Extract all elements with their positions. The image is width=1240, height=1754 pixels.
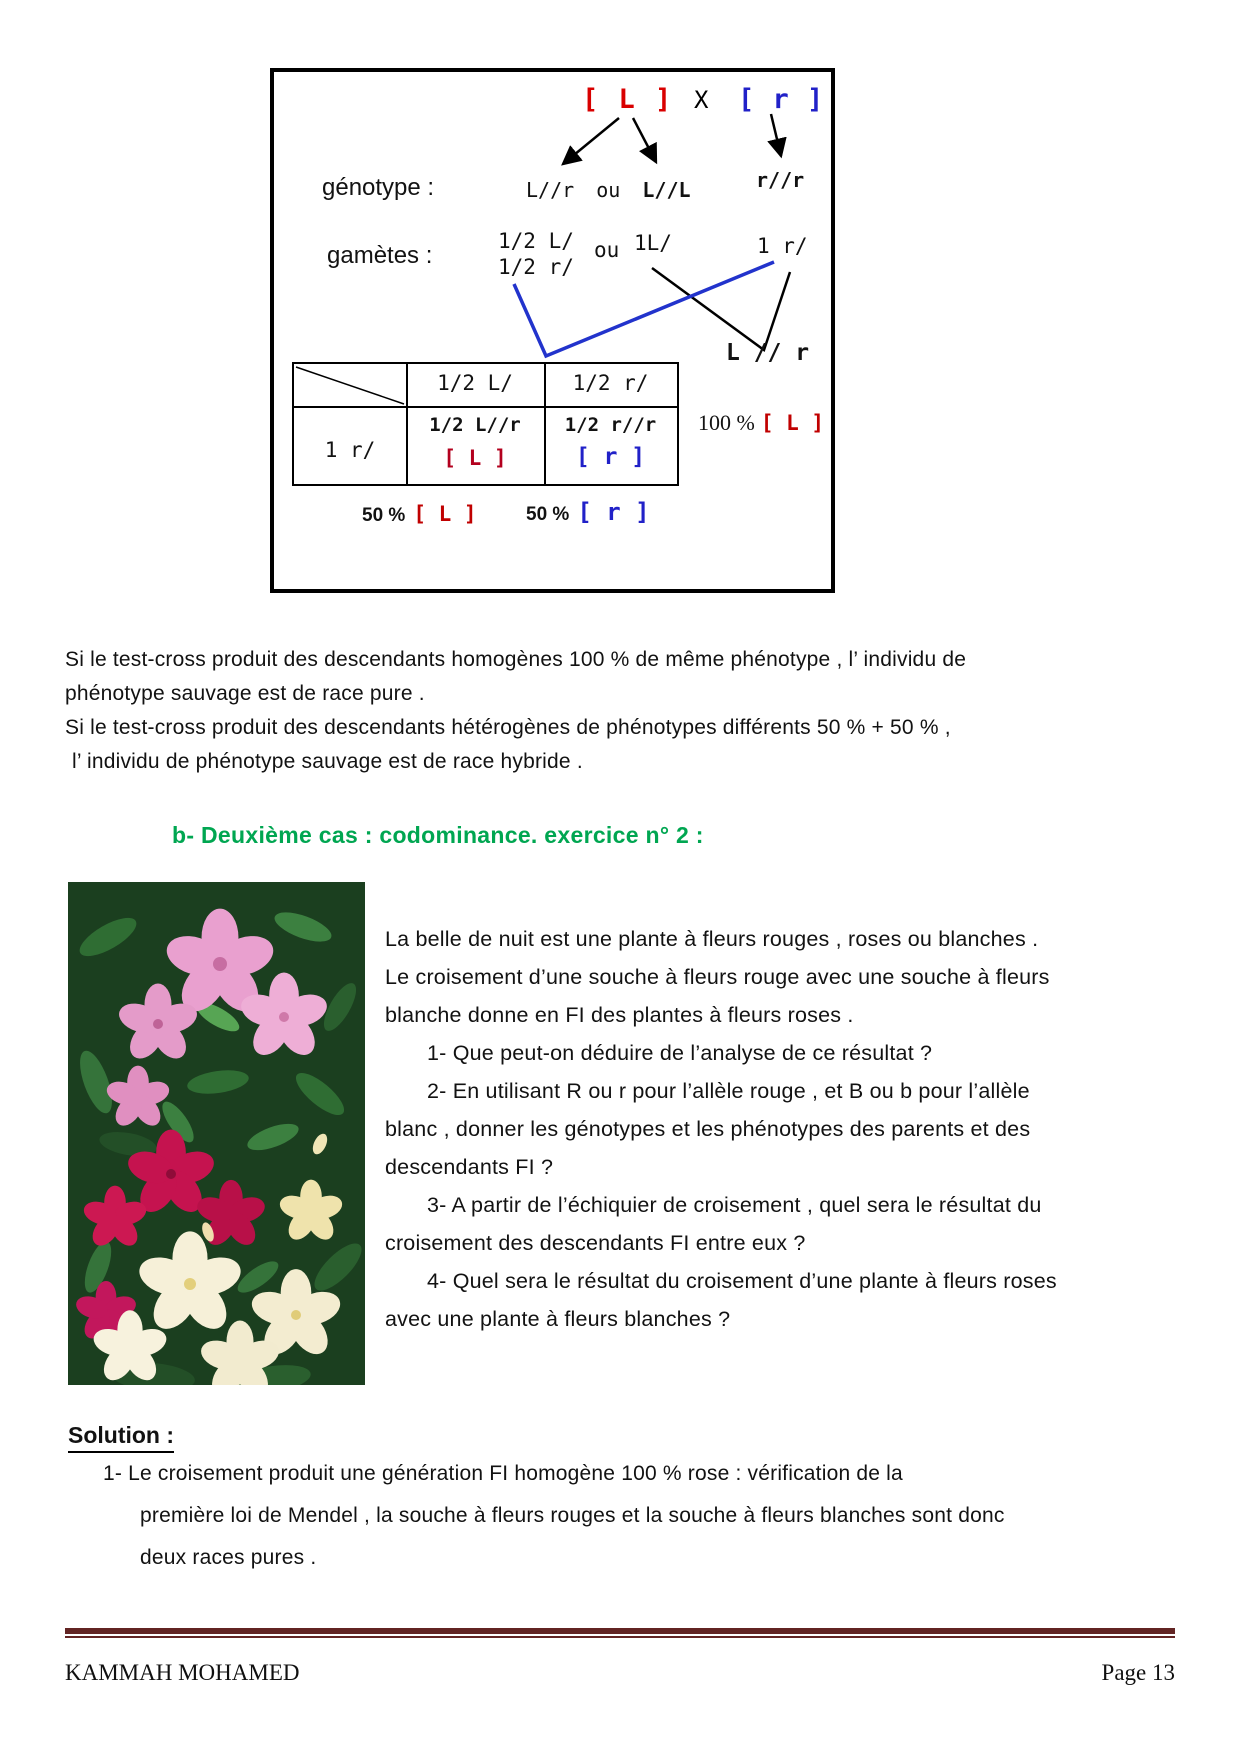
footer-rule — [65, 1628, 1175, 1638]
paragraph-line-2: phénotype sauvage est de race pure . — [65, 682, 425, 705]
paragraph-line-4: l’ individu de phénotype sauvage est de race hybride . — [72, 750, 583, 773]
gamete-half-r: 1/2 r/ — [498, 255, 574, 279]
gametes-option2: 1L/ — [634, 231, 672, 255]
result-50b-pct: 50 % — [526, 504, 570, 525]
footer-author: KAMMAH MOHAMED — [65, 1660, 300, 1685]
result-50-percent-L — [362, 502, 477, 527]
result-50a-pct: 50 % — [362, 505, 406, 526]
result-50a-phenotype: [ L ] — [413, 502, 477, 526]
table-col-header-1: 1/2 L/ — [437, 371, 513, 395]
test-cross-diagram — [270, 68, 835, 593]
result-100-pct: 100 % — [698, 410, 755, 435]
arrow-r-to-genotype — [771, 114, 781, 156]
table-cell2-genotype: 1/2 r//r — [564, 414, 657, 436]
table-col-header-2: 1/2 r/ — [572, 371, 649, 395]
gametes-label: gamètes : — [327, 242, 433, 269]
exercise-question-4: 4- Quel sera le résultat du croisement d’une plante à fleurs roses — [427, 1269, 1057, 1293]
line-gamete-1L-cross — [652, 268, 790, 350]
table-corner-diagonal — [294, 364, 406, 406]
arrow-L-to-genotype-left — [563, 118, 619, 164]
exercise-question-2: 2- En utilisant R ou r pour l’allèle rouge , et B ou b pour l’allèle — [427, 1079, 1030, 1103]
paragraph-line-1: Si le test-cross produit des descendants homogènes 100 % de même phénotype , l’ individu de — [65, 648, 967, 671]
table-row-header: 1 r/ — [324, 438, 376, 462]
table-divider-h1 — [294, 406, 677, 408]
solution-line-3: deux races pures . — [140, 1546, 317, 1569]
parent1-phenotype: [ L ] — [582, 84, 674, 115]
genotype-label: génotype : — [322, 174, 435, 201]
footer-page-number: Page 13 — [1101, 1660, 1175, 1685]
section-heading: b- Deuxième cas : codominance. exercice n° 2 : — [172, 822, 704, 848]
exercise-line: blanche donne en FI des plantes à fleurs roses . — [385, 1003, 854, 1027]
solution-line-2: première loi de Mendel , la souche à fleurs rouges et la souche à fleurs blanches sont donc — [140, 1504, 1005, 1527]
gametes-option1 — [498, 228, 574, 280]
parent1-genotypes — [526, 178, 691, 202]
result-100-phenotype: [ L ] — [760, 411, 825, 435]
genotype-ou: ou — [596, 178, 621, 202]
exercise-question-1: 1- Que peut-on déduire de l’analyse de ce résultat ? — [427, 1041, 933, 1065]
gamete-half-L: 1/2 L/ — [498, 229, 574, 253]
cross-operator: X — [694, 86, 709, 114]
solution-heading: Solution : — [68, 1422, 174, 1453]
footer-rule-thin — [65, 1636, 1175, 1638]
table-cell1-genotype: 1/2 L//r — [429, 414, 521, 436]
result-100-percent — [698, 410, 824, 436]
table-cell2-phenotype: [ r ] — [575, 444, 646, 470]
result-50b-phenotype: [ r ] — [577, 498, 650, 526]
solution-line-1: 1- Le croisement produit une génération FI homogène 100 % rose : vérification de la — [103, 1462, 903, 1485]
exercise-line: croisement des descendants FI entre eux ? — [385, 1231, 806, 1255]
genotype-option1: L//r — [526, 178, 575, 202]
exercise-line: avec une plante à fleurs blanches ? — [385, 1307, 731, 1331]
gametes-ou: ou — [594, 238, 620, 262]
exercise-line: Le croisement d’une souche à fleurs rouge avec une souche à fleurs — [385, 965, 1050, 989]
paragraph-line-3: Si le test-cross produit des descendants hétérogènes de phénotypes différents 50 % + 50 % , — [65, 716, 951, 739]
parent2-gamete: 1 r/ — [757, 234, 808, 258]
parent2-phenotype: [ r ] — [738, 84, 825, 115]
table-cell1-phenotype: [ L ] — [443, 446, 507, 470]
punnett-table — [292, 362, 679, 486]
parent2-genotype: r//r — [756, 168, 805, 192]
exercise-text — [385, 920, 1130, 1338]
belle-de-nuit-photo — [68, 882, 365, 1385]
result-50-percent-r — [526, 498, 650, 526]
exercise-line: blanc , donner les génotypes et les phénotypes des parents et des — [385, 1117, 1031, 1141]
genotype-option2: L//L — [642, 178, 691, 202]
exercise-line: La belle de nuit est une plante à fleurs rouges , roses ou blanches . — [385, 927, 1039, 951]
exercise-line: descendants FI ? — [385, 1155, 554, 1179]
arrow-L-to-genotype-right — [633, 118, 656, 162]
f1-genotype: L // r — [726, 340, 810, 366]
exercise-question-3: 3- A partir de l’échiquier de croisement , quel sera le résultat du — [427, 1193, 1042, 1217]
